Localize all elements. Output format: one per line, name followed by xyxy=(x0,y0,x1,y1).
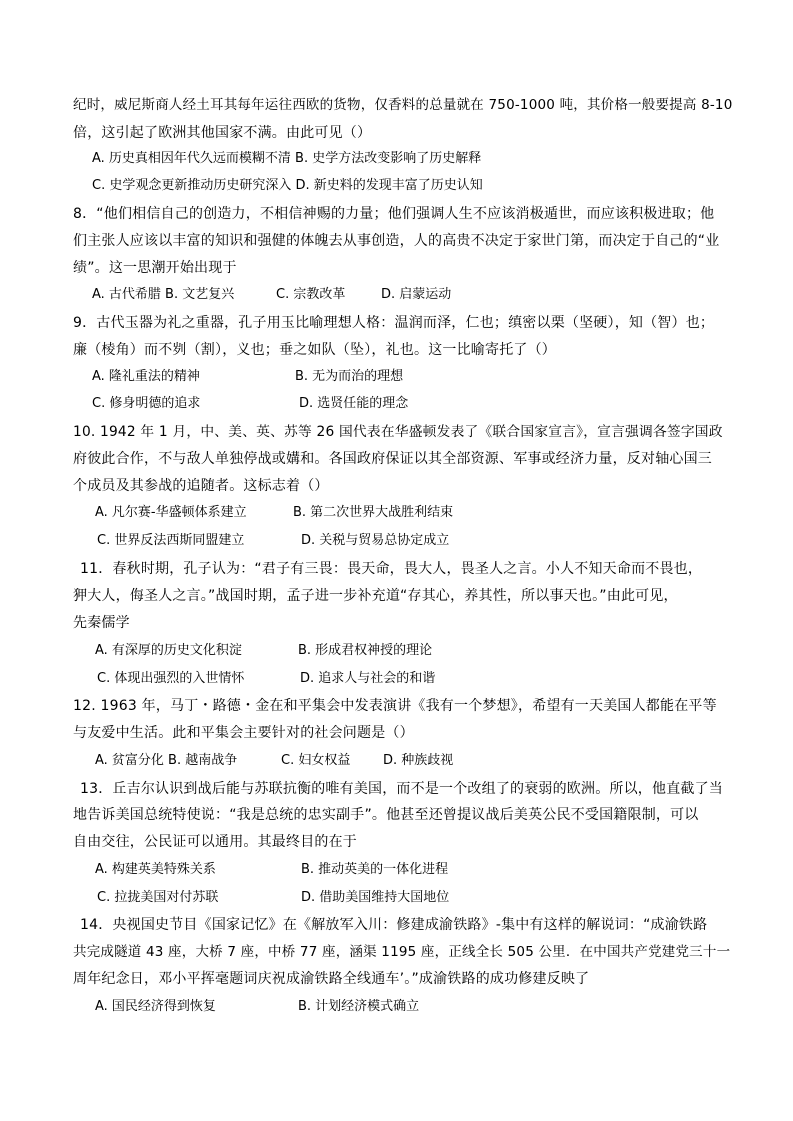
q10-option-a: A. 凡尔赛-华盛顿体系建立 xyxy=(95,505,247,520)
q11-line-2: 狎大人，侮圣人之言。”战国时期，孟子进一步补充道“存其心，养其性，所以事天也。”由此可见， xyxy=(73,588,678,604)
q7-options-row-1: A. 历史真相因年代久远而模糊不清 B. 史学方法改变影响了历史解释 xyxy=(92,151,482,166)
q8-option-c: C. 宗教改革 xyxy=(276,287,346,302)
q10-option-c: C. 世界反法西斯同盟建立 xyxy=(97,533,245,548)
q12-option-c: C. 妇女权益 xyxy=(281,753,351,768)
q9-line-2: 廉（棱角）而不刿（割），义也；垂之如队（坠），礼也。这一比喻寄托了（） xyxy=(73,342,556,358)
q14-option-a: A. 国民经济得到恢复 xyxy=(95,999,216,1014)
q13-line-2: 地告诉美国总统特使说：“我是总统的忠实副手”。他甚至还曾提议战后美英公民不受国籍限制，可以 xyxy=(73,807,699,823)
q9-line-1: 9．古代玉器为礼之重器，孔子用玉比喻理想人格：温润而泽，仁也；缜密以栗（坚硬），知（智）也； xyxy=(73,315,715,331)
q7-line-1: 纪时，威尼斯商人经土耳其每年运往西欧的货物，仅香料的总量就在 750-1000 吨，其价格一般要提高 8-10 xyxy=(73,97,733,113)
q8-option-ab: A. 古代希腊 B. 文艺复兴 xyxy=(92,287,235,302)
q12-option-d: D. 种族歧视 xyxy=(383,753,454,768)
q9-option-c: C. 修身明德的追求 xyxy=(92,396,201,411)
q9-option-a: A. 隆礼重法的精神 xyxy=(92,369,200,384)
q11-line-1: 11．春秋时期，孔子认为：“君子有三畏：畏天命，畏大人，畏圣人之言。小人不知天命而不畏也， xyxy=(80,561,703,577)
q10-line-1: 10. 1942 年 1 月，中、美、英、苏等 26 国代表在华盛顿发表了《联合国家宣言》，宣言强调各签字国政 xyxy=(73,424,723,440)
q8-option-d: D. 启蒙运动 xyxy=(381,287,452,302)
q9-option-b: B. 无为而治的理想 xyxy=(295,369,404,384)
q12-line-2: 与友爱中生活。此和平集会主要针对的社会问题是（） xyxy=(73,725,414,741)
q10-option-b: B. 第二次世界大战胜利结束 xyxy=(293,505,454,520)
q13-option-a: A. 构建英美特殊关系 xyxy=(95,862,216,877)
q11-line-3: 先秦儒学 xyxy=(73,615,130,631)
q14-line-3: 周年纪念日，邓小平挥毫题词庆祝成渝铁路全线通车’。”成渝铁路的成功修建反映了 xyxy=(73,971,590,987)
q7-line-2: 倍，这引起了欧洲其他国家不满。由此可见（） xyxy=(73,125,372,141)
q11-option-c: C. 体现出强烈的入世情怀 xyxy=(97,671,245,686)
q11-option-a: A. 有深厚的历史文化积淀 xyxy=(95,643,242,658)
q8-line-3: 绩”。这一思潮开始出现于 xyxy=(73,260,237,276)
q12-line-1: 12. 1963 年，马丁・路德・金在和平集会中发表演讲《我有一个梦想》，希望有一天美国人都能在平等 xyxy=(73,698,717,714)
q14-line-2: 共完成隧道 43 座，大桥 7 座，中桥 77 座，涵渠 1195 座，正线全长 505 公里．在中国共产党建党三十一 xyxy=(73,944,731,960)
q10-option-d: D. 关税与贸易总协定成立 xyxy=(301,533,450,548)
q12-option-ab: A. 贫富分化 B. 越南战争 xyxy=(95,753,238,768)
q8-line-1: 8．“他们相信自己的创造力，不相信神赐的力量；他们强调人生不应该消极遁世，而应该积极进取；他 xyxy=(73,206,715,222)
q13-line-1: 13．丘吉尔认识到战后能与苏联抗衡的唯有美国，而不是一个改组了的衰弱的欧洲。所以，他直截了当 xyxy=(80,781,724,797)
q10-line-3: 个成员及其参战的追随者。这标志着（） xyxy=(73,478,329,494)
q11-option-b: B. 形成君权神授的理论 xyxy=(298,643,433,658)
q13-option-b: B. 推动英美的一体化进程 xyxy=(301,862,449,877)
q13-option-d: D. 借助美国维持大国地位 xyxy=(301,890,450,905)
q9-option-d: D. 选贤任能的理念 xyxy=(299,396,409,411)
q7-options-row-2: C. 史学观念更新推动历史研究深入 D. 新史料的发现丰富了历史认知 xyxy=(92,178,483,193)
q14-line-1: 14．央视国史节目《国家记忆》在《解放军入川：修建成渝铁路》-集中有这样的解说词：“成渝铁路 xyxy=(80,917,708,933)
q8-line-2: 们主张人应该以丰富的知识和强健的体魄去从事创造，人的高贵不决定于家世门第，而决定于自己的“业 xyxy=(73,233,720,249)
q14-option-b: B. 计划经济模式确立 xyxy=(298,999,420,1014)
q10-line-2: 府彼此合作，不与敌人单独停战或媾和。各国政府保证以其全部资源、军事或经济力量，反对轴心国三 xyxy=(73,451,712,467)
q11-option-d: D. 追求人与社会的和谐 xyxy=(300,671,436,686)
q13-line-3: 自由交往，公民证可以通用。其最终目的在于 xyxy=(73,834,357,850)
q13-option-c: C. 拉拢美国对付苏联 xyxy=(97,890,219,905)
